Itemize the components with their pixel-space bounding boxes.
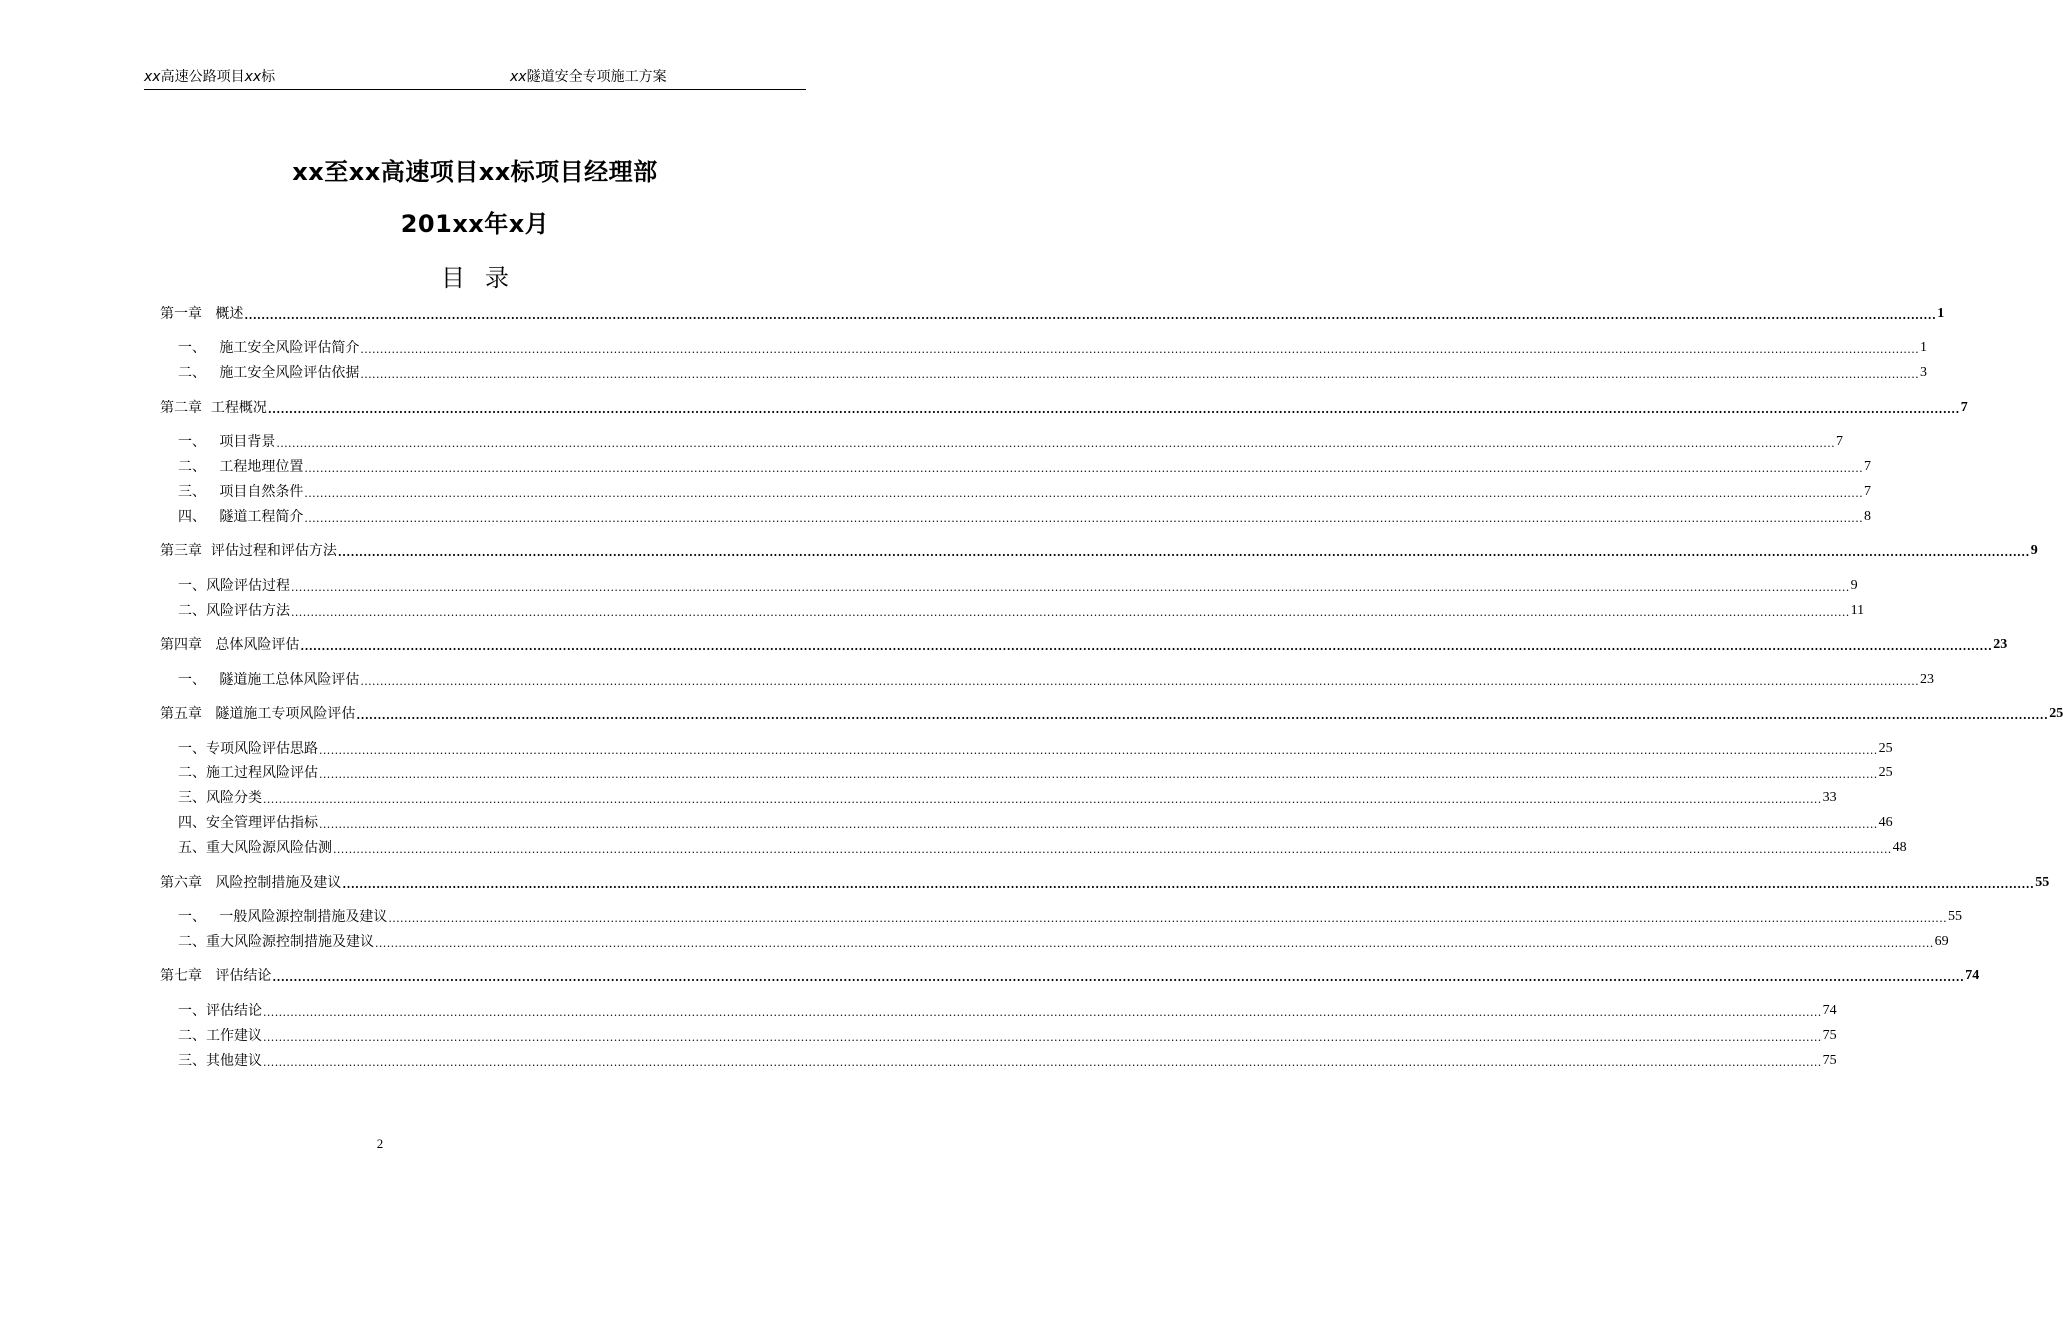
- toc-entry-label: 二、 施工安全风险评估依据: [178, 365, 360, 381]
- toc-section-entry[interactable]: [160, 1025, 1837, 1045]
- toc-entry-label: 三、 项目自然条件: [178, 484, 304, 500]
- toc-section-entry[interactable]: [160, 481, 1871, 501]
- toc-entry-label: 二、风险评估方法: [178, 603, 290, 619]
- toc-entry-label: 一、 施工安全风险评估简介: [178, 340, 360, 356]
- header-left-prefix: xx: [144, 69, 161, 85]
- toc-entry-page: 11: [1850, 603, 1865, 618]
- toc-leader-dots: ................................................................................................................................................................................................................................................................................................................................................................................................................: [244, 309, 1937, 322]
- toc-chapter-entry[interactable]: [160, 397, 1968, 417]
- toc-entry-label: 第六章 风险控制措施及建议: [160, 875, 342, 891]
- toc-entry-label: 第二章 工程概况: [160, 400, 267, 416]
- toc-entry-page: 48: [1892, 840, 1907, 855]
- toc-entry-page: 74: [1965, 968, 1980, 983]
- toc-section-entry[interactable]: [160, 738, 1893, 758]
- toc-entry-label: 五、重大风险源风险估测: [178, 840, 332, 856]
- toc-leader-dots: ................................................................................................................................................................................................................................................................................................................................................................................................................: [342, 878, 2035, 891]
- toc-section-entry[interactable]: [160, 906, 1962, 926]
- toc-leader-dots: ................................................................................................................................................................................................................................................................................................................................................................................................................: [360, 343, 1919, 356]
- toc-section-entry[interactable]: [160, 762, 1893, 782]
- toc-entry-label: 二、重大风险源控制措施及建议: [178, 934, 374, 950]
- toc-entry-page: 7: [1960, 400, 1968, 415]
- toc-entry-page: 8: [1864, 509, 1871, 524]
- toc-entry-label: 第一章 概述: [160, 306, 244, 322]
- toc-leader-dots: ................................................................................................................................................................................................................................................................................................................................................................................................................: [276, 437, 1835, 450]
- header-left-mid: 高速公路项目: [160, 69, 245, 85]
- toc-leader-dots: ................................................................................................................................................................................................................................................................................................................................................................................................................: [388, 912, 1947, 925]
- header-left-mid2: xx: [244, 69, 262, 85]
- toc-entry-label: 一、专项风险评估思路: [178, 741, 318, 757]
- toc-section-entry[interactable]: [160, 456, 1871, 476]
- toc-entry-page: 75: [1822, 1053, 1837, 1068]
- toc-entry-label: 四、 隧道工程简介: [178, 509, 304, 525]
- toc-entry-page: 55: [1948, 909, 1962, 924]
- toc-leader-dots: ................................................................................................................................................................................................................................................................................................................................................................................................................: [267, 403, 1960, 416]
- toc-entry-label: 第三章 评估过程和评估方法: [160, 543, 337, 559]
- toc-leader-dots: ................................................................................................................................................................................................................................................................................................................................................................................................................: [304, 512, 1863, 525]
- toc-leader-dots: ................................................................................................................................................................................................................................................................................................................................................................................................................: [356, 709, 2049, 722]
- toc-chapter-entry[interactable]: [160, 634, 2008, 654]
- toc-entry-label: 二、施工过程风险评估: [178, 765, 318, 781]
- toc-chapter-entry[interactable]: [160, 703, 2063, 723]
- toc-section-entry[interactable]: [160, 787, 1837, 807]
- toc-entry-label: 二、工作建议: [178, 1028, 262, 1044]
- toc-entry-page: 46: [1878, 815, 1893, 830]
- toc-entry-label: 三、风险分类: [178, 790, 262, 806]
- document-date: 201xx年x月: [400, 210, 550, 238]
- toc-section-entry[interactable]: [160, 837, 1907, 857]
- toc-entry-page: 33: [1822, 790, 1837, 805]
- toc-leader-dots: ................................................................................................................................................................................................................................................................................................................................................................................................................: [263, 1031, 1822, 1044]
- toc-leader-dots: ................................................................................................................................................................................................................................................................................................................................................................................................................: [304, 462, 1863, 475]
- toc-leader-dots: ................................................................................................................................................................................................................................................................................................................................................................................................................: [304, 487, 1863, 500]
- toc-entry-label: 一、评估结论: [178, 1003, 262, 1019]
- toc-entry-page: 25: [1878, 741, 1893, 756]
- header-right-prefix: xx: [510, 69, 527, 85]
- toc-leader-dots: ................................................................................................................................................................................................................................................................................................................................................................................................................: [300, 640, 1993, 653]
- header-right: [510, 66, 667, 88]
- toc-section-entry[interactable]: [160, 669, 1934, 689]
- toc-leader-dots: ................................................................................................................................................................................................................................................................................................................................................................................................................: [291, 581, 1850, 594]
- toc-entry-page: 55: [2035, 875, 2050, 890]
- toc-entry-page: 3: [1920, 365, 1927, 380]
- toc-section-entry[interactable]: [160, 575, 1858, 595]
- header-left-suffix: 标: [261, 69, 276, 85]
- toc-entry-page: 9: [1850, 578, 1858, 593]
- toc-section-entry[interactable]: [160, 1000, 1837, 1020]
- toc-entry-label: 一、 隧道施工总体风险评估: [178, 672, 360, 688]
- toc-entry-label: 四、安全管理评估指标: [178, 815, 318, 831]
- toc-entry-page: 23: [1920, 672, 1934, 687]
- toc-entry-page: 69: [1934, 934, 1949, 949]
- toc-section-entry[interactable]: [160, 812, 1893, 832]
- toc-entry-page: 1: [1920, 340, 1927, 355]
- toc-leader-dots: ................................................................................................................................................................................................................................................................................................................................................................................................................: [337, 546, 2030, 559]
- toc-leader-dots: ................................................................................................................................................................................................................................................................................................................................................................................................................: [319, 818, 1878, 831]
- toc-entry-page: 1: [1937, 306, 1945, 321]
- toc-leader-dots: ................................................................................................................................................................................................................................................................................................................................................................................................................: [291, 606, 1850, 619]
- toc-leader-dots: ................................................................................................................................................................................................................................................................................................................................................................................................................: [263, 1056, 1822, 1069]
- toc-leader-dots: ................................................................................................................................................................................................................................................................................................................................................................................................................: [272, 971, 1965, 984]
- toc-leader-dots: ................................................................................................................................................................................................................................................................................................................................................................................................................: [319, 744, 1878, 757]
- toc-entry-page: 25: [1878, 765, 1893, 780]
- toc-section-entry[interactable]: [160, 931, 1949, 951]
- toc-entry-label: 第四章 总体风险评估: [160, 637, 300, 653]
- toc-section-entry[interactable]: [160, 1050, 1837, 1070]
- toc-section-entry[interactable]: [160, 506, 1871, 526]
- header-right-suffix: 隧道安全专项施工方案: [526, 69, 667, 85]
- toc-entry-page: 7: [1864, 484, 1871, 499]
- toc-entry-label: 一、 一般风险源控制措施及建议: [178, 909, 388, 925]
- toc-entry-label: 一、 项目背景: [178, 434, 276, 450]
- toc-section-entry[interactable]: [160, 337, 1927, 357]
- toc-entry-page: 7: [1864, 459, 1871, 474]
- toc-entry-page: 25: [2049, 706, 2063, 721]
- toc-entry-page: 23: [1993, 637, 2008, 652]
- toc-chapter-entry[interactable]: [160, 872, 2050, 892]
- toc-entry-label: 二、 工程地理位置: [178, 459, 304, 475]
- header-left: [144, 66, 275, 88]
- toc-heading: 目录: [441, 264, 529, 292]
- page-header: [144, 66, 806, 90]
- toc-leader-dots: ................................................................................................................................................................................................................................................................................................................................................................................................................: [333, 843, 1892, 856]
- toc-entry-label: 第五章 隧道施工专项风险评估: [160, 706, 356, 722]
- toc-section-entry[interactable]: [160, 431, 1843, 451]
- toc-chapter-entry[interactable]: [160, 540, 2038, 560]
- toc-entry-page: 75: [1822, 1028, 1837, 1043]
- toc-leader-dots: ................................................................................................................................................................................................................................................................................................................................................................................................................: [360, 368, 1919, 381]
- toc-leader-dots: ................................................................................................................................................................................................................................................................................................................................................................................................................: [319, 768, 1878, 781]
- toc-chapter-entry[interactable]: [160, 965, 1980, 985]
- toc-chapter-entry[interactable]: [160, 303, 1945, 323]
- document-title: xx至xx高速项目xx标项目经理部: [292, 158, 658, 186]
- toc-leader-dots: ................................................................................................................................................................................................................................................................................................................................................................................................................: [375, 937, 1934, 950]
- toc-entry-label: 一、风险评估过程: [178, 578, 290, 594]
- toc-entry-label: 第七章 评估结论: [160, 968, 272, 984]
- toc-entry-page: 7: [1836, 434, 1843, 449]
- toc-leader-dots: ................................................................................................................................................................................................................................................................................................................................................................................................................: [263, 1006, 1822, 1019]
- toc-section-entry[interactable]: [160, 362, 1927, 382]
- toc-entry-label: 三、其他建议: [178, 1053, 262, 1069]
- toc-leader-dots: ................................................................................................................................................................................................................................................................................................................................................................................................................: [360, 675, 1919, 688]
- toc-section-entry[interactable]: [160, 600, 1865, 620]
- toc-leader-dots: ................................................................................................................................................................................................................................................................................................................................................................................................................: [263, 793, 1822, 806]
- toc-entry-page: 9: [2030, 543, 2038, 558]
- page-number: 2: [376, 1136, 384, 1151]
- toc-entry-page: 74: [1822, 1003, 1837, 1018]
